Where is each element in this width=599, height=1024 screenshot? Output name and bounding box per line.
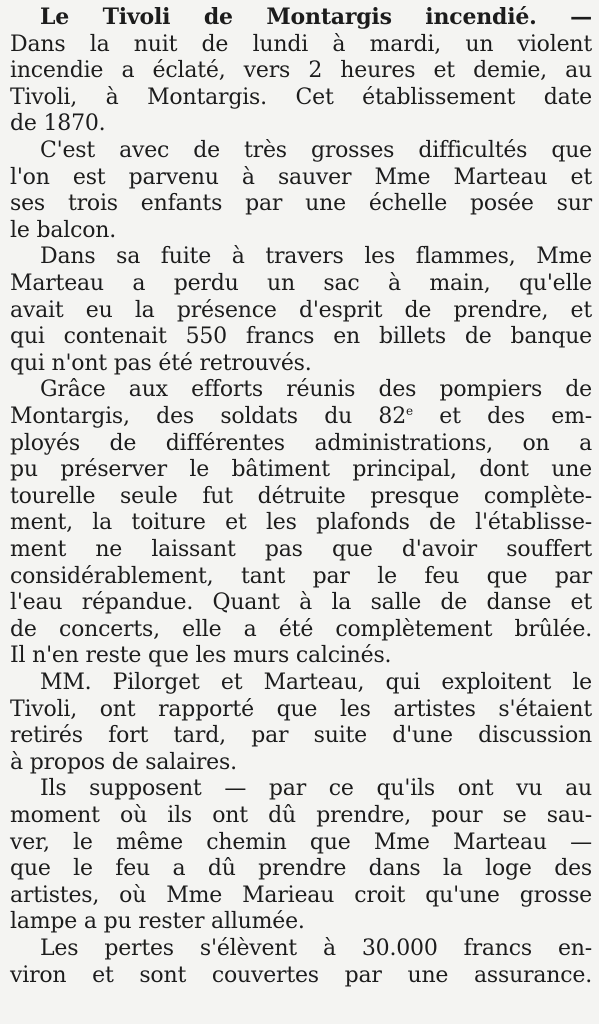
article-first-line	[40, 4, 592, 31]
article-line: de concerts, elle a été complètement brûlée.	[10, 616, 592, 642]
article-line: C'est avec de très grosses difficultés que	[40, 138, 592, 163]
article-line: Il n'en reste que les murs calcinés.	[10, 643, 392, 669]
ordinal-superscript: e	[406, 404, 413, 418]
article-headline: Le Tivoli de Montargis incendié. —	[40, 4, 592, 30]
article-line: tourelle seule fut détruite presque complète-	[10, 483, 592, 509]
article-line: MM. Pilorget et Marteau, qui exploitent le	[40, 670, 592, 695]
article-line: avait eu la présence d'esprit de prendre, et	[10, 297, 592, 323]
article-line: Tivoli, à Montargis. Cet établissement date	[10, 84, 592, 110]
article-line: retirés fort tard, par suite d'une discussion	[10, 723, 592, 749]
article-line: pu préserver le bâtiment principal, dont une	[10, 457, 592, 483]
article-line: incendie a éclaté, vers 2 heures et demie, au	[10, 58, 592, 84]
article-line: ment, la toiture et les plafonds de l'établisse-	[10, 510, 592, 536]
article-line: ses trois enfants par une échelle posée sur	[10, 191, 592, 217]
article-line: l'eau répandue. Quant à la salle de danse et	[10, 590, 592, 616]
article-line: le balcon.	[10, 217, 117, 243]
article-line: ver, le même chemin que Mme Marteau —	[10, 829, 592, 855]
article-line: moment où ils ont dû prendre, pour se sau-	[10, 803, 592, 828]
article-line: de 1870.	[10, 111, 106, 137]
article-line: Grâce aux efforts réunis des pompiers de	[40, 377, 592, 403]
article-line: que le feu a dû prendre dans la loge des	[10, 856, 592, 882]
article-line: considérablement, tant par le feu que par	[10, 563, 592, 589]
article-line-with-ordinal	[10, 403, 592, 430]
article-line-part: Montargis, des soldats du 82	[10, 404, 407, 429]
article-line: ment ne laissant pas que d'avoir souffert	[10, 537, 592, 562]
article-line: à propos de salaires.	[10, 749, 237, 775]
article-line: viron et sont couvertes par une assurance.	[10, 962, 592, 988]
article-line: artistes, où Mme Marieau croit qu'une grosse	[10, 882, 592, 908]
article-line: qui contenait 550 francs en billets de banque	[10, 324, 592, 350]
article-line: Dans la nuit de lundi à mardi, un violent	[10, 31, 592, 57]
article-line: Tivoli, ont rapporté que les artistes s'étaient	[10, 696, 592, 722]
article-line: Marteau a perdu un sac à main, qu'elle	[10, 271, 592, 296]
article-line: lampe a pu rester allumée.	[10, 909, 305, 935]
article-line: ployés de différentes administrations, on a	[10, 430, 592, 456]
article-line: qui n'ont pas été retrouvés.	[10, 350, 312, 376]
article-line: l'on est parvenu à sauver Mme Marteau et	[10, 164, 592, 190]
article-line-part: et des em-	[412, 404, 592, 429]
article-line: Ils supposent — par ce qu'ils ont vu au	[40, 776, 592, 802]
article-line: Dans sa fuite à travers les flammes, Mme	[40, 244, 592, 270]
article-line: Les pertes s'élèvent à 30.000 francs en-	[40, 936, 592, 961]
